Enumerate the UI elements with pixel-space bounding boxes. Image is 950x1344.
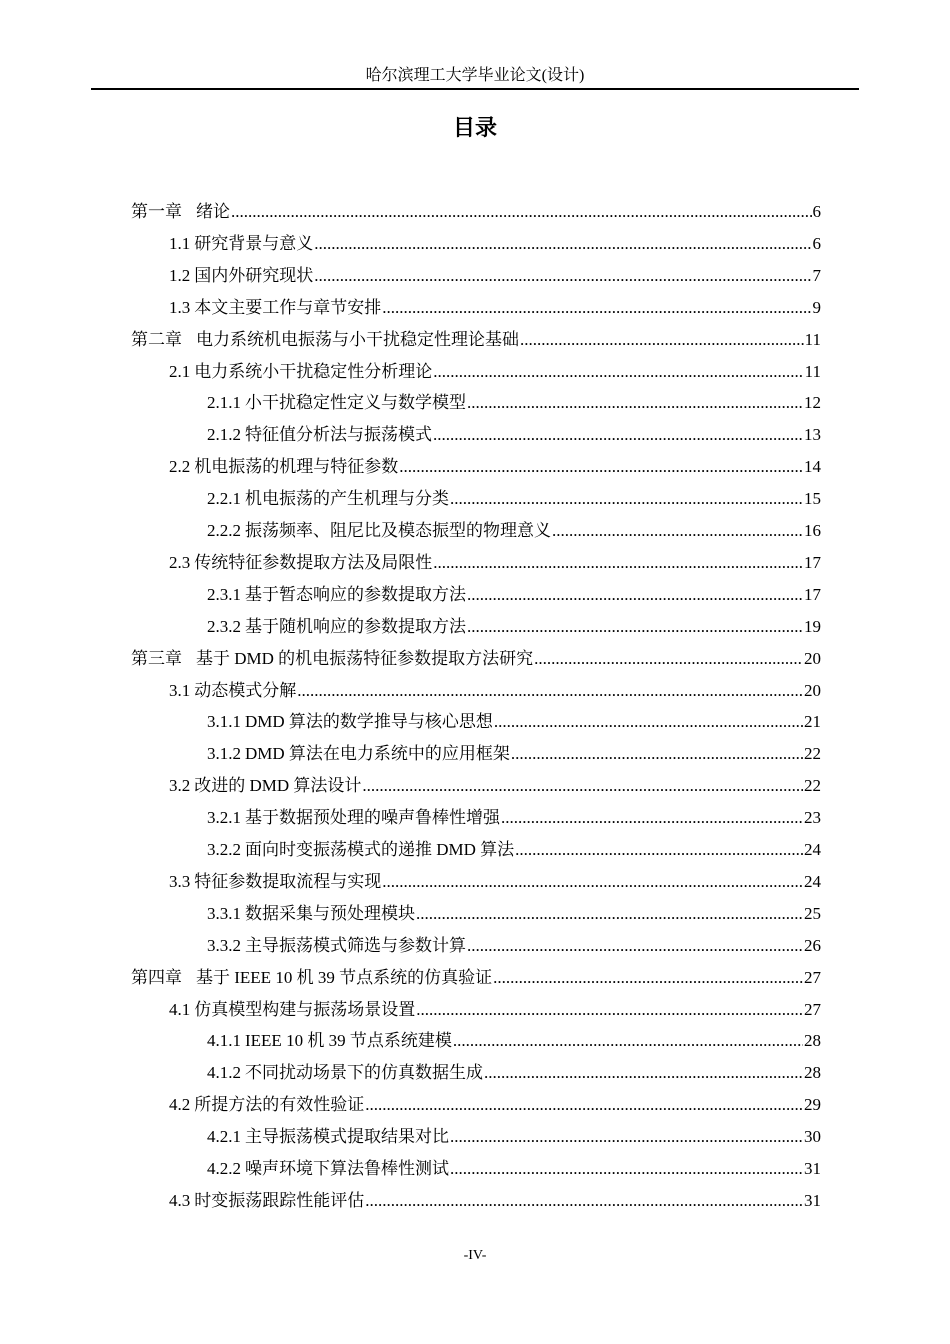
toc-entry-label bbox=[207, 802, 500, 834]
toc-entry-number: 2.1.1 bbox=[207, 393, 241, 413]
toc-entry-label bbox=[207, 1121, 449, 1153]
toc-entry-label bbox=[169, 866, 381, 898]
toc-entry-page: 9 bbox=[812, 297, 821, 317]
toc-dot-leader bbox=[515, 834, 803, 866]
toc-dot-leader bbox=[467, 387, 803, 419]
toc-entry-text: 基于随机响应的参数提取方法 bbox=[245, 616, 466, 636]
toc-entry-number: 4.2.1 bbox=[207, 1127, 241, 1147]
toc-entry-page: 27 bbox=[804, 999, 821, 1019]
toc-entry[interactable] bbox=[207, 483, 821, 515]
toc-entry-label bbox=[207, 1153, 449, 1185]
toc-entry-page: 7 bbox=[812, 265, 821, 285]
toc-dot-leader bbox=[365, 1089, 803, 1121]
toc-entry-text: 振荡频率、阻尼比及模态振型的物理意义 bbox=[245, 521, 551, 540]
toc-dot-leader bbox=[382, 866, 803, 898]
toc-entry[interactable] bbox=[207, 898, 821, 930]
toc-entry-number: 4.1 bbox=[169, 999, 191, 1019]
toc-entry[interactable] bbox=[169, 451, 821, 483]
toc-entry[interactable] bbox=[207, 1153, 821, 1185]
toc-entry-number: 第四章 bbox=[131, 967, 182, 987]
toc-entry-text: 不同扰动场景下的仿真数据生成 bbox=[245, 1063, 483, 1083]
toc-entry-page: 11 bbox=[804, 329, 821, 349]
toc-entry-number: 3.3 bbox=[169, 871, 191, 891]
toc-entry-page: 24 bbox=[804, 871, 821, 891]
toc-entry-page: 26 bbox=[804, 935, 821, 955]
toc-entry[interactable] bbox=[169, 1089, 821, 1121]
toc-entry-label bbox=[169, 228, 313, 260]
toc-entry-text: 主导振荡模式筛选与参数计算 bbox=[245, 935, 466, 955]
toc-dot-leader bbox=[314, 260, 811, 292]
toc-dot-leader bbox=[552, 515, 803, 547]
toc-entry-label bbox=[169, 451, 398, 483]
toc-dot-leader bbox=[433, 356, 803, 388]
toc-dot-leader bbox=[382, 292, 811, 324]
toc-entry[interactable] bbox=[207, 611, 821, 643]
toc-entry-number: 3.2.2 bbox=[207, 840, 241, 859]
toc-entry-text: 动态模式分解 bbox=[194, 680, 297, 700]
header-rule bbox=[91, 88, 859, 90]
toc-entry-number: 3.2.1 bbox=[207, 808, 241, 828]
toc-entry-text: DMD 算法在电力系统中的应用框架 bbox=[245, 744, 510, 764]
toc-entry-label bbox=[131, 324, 519, 356]
toc-entry-page: 17 bbox=[804, 584, 821, 604]
toc-dot-leader bbox=[450, 1153, 803, 1185]
toc-entry[interactable] bbox=[169, 292, 821, 324]
toc-entry[interactable] bbox=[207, 1025, 821, 1057]
toc-dot-leader bbox=[467, 579, 803, 611]
toc-dot-leader bbox=[467, 930, 803, 962]
toc-entry[interactable] bbox=[169, 228, 821, 260]
toc-entry-label bbox=[207, 1057, 483, 1089]
toc-entry-label bbox=[169, 770, 361, 802]
toc-entry-text: 电力系统小干扰稳定性分析理论 bbox=[194, 361, 433, 381]
page-number: -IV- bbox=[463, 1248, 487, 1263]
toc-entry-label bbox=[207, 419, 432, 451]
toc-dot-leader bbox=[520, 324, 804, 356]
toc-dot-leader bbox=[467, 611, 803, 643]
toc-entry-number: 3.1.1 bbox=[207, 712, 241, 732]
toc-dot-leader bbox=[399, 451, 803, 483]
toc-entry-label bbox=[207, 738, 510, 770]
toc-entry-text: 改进的 DMD 算法设计 bbox=[194, 776, 362, 796]
toc-dot-leader bbox=[231, 196, 812, 228]
toc-entry-number: 2.1.2 bbox=[207, 425, 241, 445]
toc-dot-leader bbox=[511, 738, 803, 770]
toc-entry-page: 6 bbox=[812, 233, 821, 253]
toc-entry-label bbox=[207, 1025, 452, 1057]
toc-entry-text: 数据采集与预处理模块 bbox=[245, 903, 415, 923]
toc-entry[interactable] bbox=[207, 387, 821, 419]
toc-entry-label bbox=[207, 611, 466, 643]
toc-entry-page: 13 bbox=[804, 425, 821, 445]
toc-entry-label bbox=[207, 930, 466, 962]
toc-entry-page: 27 bbox=[804, 967, 821, 987]
toc-dot-leader bbox=[450, 1121, 803, 1153]
toc-entry-page: 16 bbox=[804, 521, 821, 540]
toc-entry-text: 基于数据预处理的噪声鲁棒性增强 bbox=[245, 808, 500, 828]
toc-dot-leader bbox=[484, 1057, 803, 1089]
toc-entry[interactable] bbox=[169, 547, 821, 579]
toc-entry[interactable] bbox=[169, 260, 821, 292]
toc-dot-leader bbox=[416, 898, 803, 930]
toc-entry-number: 3.1.2 bbox=[207, 744, 241, 764]
toc-entry-number: 2.2.1 bbox=[207, 489, 241, 509]
toc-entry[interactable] bbox=[169, 356, 821, 388]
toc-entry-label bbox=[207, 706, 493, 738]
toc-entry-page: 14 bbox=[804, 457, 821, 477]
toc-title: 目录 bbox=[452, 116, 497, 141]
toc-entry[interactable] bbox=[169, 770, 821, 802]
toc-entry-number: 2.3.2 bbox=[207, 616, 241, 636]
toc-entry[interactable] bbox=[207, 802, 821, 834]
toc-dot-leader bbox=[450, 483, 803, 515]
toc-entry-page: 31 bbox=[804, 1159, 821, 1178]
toc-entry-text: 主导振荡模式提取结果对比 bbox=[245, 1127, 449, 1147]
toc-entry[interactable] bbox=[169, 1185, 821, 1217]
toc-dot-leader bbox=[297, 675, 803, 707]
toc-entry-page: 21 bbox=[804, 712, 821, 732]
running-header: 哈尔滨理工大学毕业论文(设计) bbox=[365, 67, 585, 84]
toc-entry-text: 机电振荡的产生机理与分类 bbox=[245, 489, 449, 509]
toc-entry-number: 4.3 bbox=[169, 1190, 191, 1210]
toc-entry-label bbox=[169, 260, 313, 292]
toc-entry[interactable] bbox=[169, 866, 821, 898]
toc-entry-page: 20 bbox=[804, 648, 821, 668]
toc-entry-number: 2.1 bbox=[169, 361, 191, 381]
toc-entry[interactable] bbox=[131, 643, 821, 675]
toc-entry-page: 30 bbox=[804, 1127, 821, 1147]
toc-dot-leader bbox=[433, 547, 803, 579]
toc-entry-page: 6 bbox=[812, 202, 821, 221]
toc-dot-leader bbox=[494, 706, 803, 738]
toc-entry-text: 基于 DMD 的机电振荡特征参数提取方法研究 bbox=[196, 648, 534, 668]
toc-entry-page: 20 bbox=[804, 680, 821, 700]
toc-entry[interactable] bbox=[207, 515, 821, 547]
toc-entry-label bbox=[169, 675, 296, 707]
toc-entry-number: 1.1 bbox=[169, 233, 191, 253]
toc-entry[interactable] bbox=[207, 930, 821, 962]
toc-entry-number: 2.3.1 bbox=[207, 584, 241, 604]
toc-entry-number: 第一章 bbox=[131, 202, 182, 221]
toc-entry-page: 11 bbox=[804, 361, 821, 381]
toc-dot-leader bbox=[362, 770, 803, 802]
toc-entry-number: 1.2 bbox=[169, 265, 191, 285]
toc-entry-text: 时变振荡跟踪性能评估 bbox=[194, 1190, 365, 1210]
toc-dot-leader bbox=[453, 1025, 803, 1057]
toc-entry-page: 28 bbox=[804, 1031, 821, 1051]
toc-entry-label bbox=[131, 196, 230, 228]
toc-entry[interactable] bbox=[131, 196, 821, 228]
toc-entry-text: 电力系统机电振荡与小干扰稳定性理论基础 bbox=[196, 329, 519, 349]
toc-entry-label bbox=[207, 834, 514, 866]
toc-entry-text: 研究背景与意义 bbox=[194, 233, 314, 253]
toc-dot-leader bbox=[314, 228, 811, 260]
toc-entry-number: 第二章 bbox=[131, 329, 182, 349]
toc-entry-text: 国内外研究现状 bbox=[194, 265, 314, 285]
toc-entry[interactable] bbox=[169, 675, 821, 707]
toc-entry[interactable] bbox=[207, 738, 821, 770]
toc-dot-leader bbox=[501, 802, 803, 834]
toc-entry-text: 面向时变振荡模式的递推 DMD 算法 bbox=[245, 840, 515, 859]
toc-entry-text: 传统特征参数提取方法及局限性 bbox=[194, 552, 433, 572]
toc-entry-number: 4.1.1 bbox=[207, 1031, 241, 1051]
toc-entry-page: 19 bbox=[804, 616, 821, 636]
toc-entry[interactable] bbox=[207, 1057, 821, 1089]
toc-entry-number: 3.3.2 bbox=[207, 935, 241, 955]
toc-entry-number: 3.2 bbox=[169, 776, 191, 796]
toc-entry-label bbox=[207, 483, 449, 515]
toc-entry-page: 31 bbox=[804, 1190, 821, 1210]
toc-entry-text: 本文主要工作与章节安排 bbox=[194, 297, 382, 317]
toc-entry[interactable] bbox=[207, 706, 821, 738]
toc-dot-leader bbox=[416, 994, 803, 1026]
toc-dot-leader bbox=[365, 1185, 803, 1217]
toc-entry-text: 绪论 bbox=[196, 202, 230, 221]
toc-entry-label bbox=[169, 1089, 364, 1121]
toc-entry-text: DMD 算法的数学推导与核心思想 bbox=[245, 712, 493, 732]
toc-entry-number: 2.2 bbox=[169, 457, 191, 477]
toc-entry-text: 特征值分析法与振荡模式 bbox=[245, 425, 432, 445]
toc-entry-number: 4.2 bbox=[169, 1095, 191, 1115]
toc-entry-page: 25 bbox=[804, 903, 821, 923]
toc-entry-number: 4.1.2 bbox=[207, 1063, 241, 1083]
toc-entry[interactable] bbox=[131, 324, 821, 356]
toc-entry-text: 特征参数提取流程与实现 bbox=[194, 871, 382, 891]
toc-dot-leader bbox=[493, 962, 803, 994]
toc-entry-label bbox=[169, 292, 381, 324]
toc-entry[interactable] bbox=[207, 834, 821, 866]
toc-entry[interactable] bbox=[207, 579, 821, 611]
toc-entry-label bbox=[207, 515, 551, 547]
toc-entry-label bbox=[207, 579, 466, 611]
toc-entry-text: 仿真模型构建与振荡场景设置 bbox=[194, 999, 416, 1019]
toc-entry-page: 29 bbox=[804, 1095, 821, 1115]
toc-entry-text: 基于 IEEE 10 机 39 节点系统的仿真验证 bbox=[196, 967, 493, 987]
toc-entry-text: 小干扰稳定性定义与数学模型 bbox=[245, 393, 466, 413]
toc-entry-number: 第三章 bbox=[131, 648, 182, 668]
toc-entry-label bbox=[169, 356, 432, 388]
toc-entry-page: 22 bbox=[804, 776, 821, 796]
toc-entry-text: 所提方法的有效性验证 bbox=[194, 1095, 365, 1115]
toc-entry-number: 1.3 bbox=[169, 297, 191, 317]
toc-entry-page: 15 bbox=[804, 489, 821, 509]
toc-dot-leader bbox=[433, 419, 803, 451]
toc-entry-number: 3.1 bbox=[169, 680, 191, 700]
toc-entry-page: 17 bbox=[804, 552, 821, 572]
toc-entry-page: 28 bbox=[804, 1063, 821, 1083]
toc-entry-page: 22 bbox=[804, 744, 821, 764]
toc-entry-label bbox=[169, 1185, 364, 1217]
toc-entry-number: 2.3 bbox=[169, 552, 191, 572]
toc-entry-label bbox=[169, 994, 415, 1026]
toc-entry-number: 2.2.2 bbox=[207, 521, 241, 540]
toc-entry[interactable] bbox=[207, 1121, 821, 1153]
toc-entry-label bbox=[207, 898, 415, 930]
toc-entry-label bbox=[207, 387, 466, 419]
toc-entry-label bbox=[131, 962, 492, 994]
toc-entry[interactable] bbox=[207, 419, 821, 451]
toc-entry-text: IEEE 10 机 39 节点系统建模 bbox=[245, 1031, 452, 1051]
toc-entry-label bbox=[131, 643, 533, 675]
toc-entry-page: 12 bbox=[804, 393, 821, 413]
toc-entry[interactable] bbox=[169, 994, 821, 1026]
toc-entry-page: 24 bbox=[804, 840, 821, 859]
toc-entry-text: 机电振荡的机理与特征参数 bbox=[194, 457, 399, 477]
toc-entry-text: 噪声环境下算法鲁棒性测试 bbox=[245, 1159, 449, 1178]
toc-entry-label bbox=[169, 547, 432, 579]
toc-entry-number: 4.2.2 bbox=[207, 1159, 241, 1178]
toc-entry-page: 23 bbox=[804, 808, 821, 828]
toc-dot-leader bbox=[534, 643, 803, 675]
toc-entry-text: 基于暂态响应的参数提取方法 bbox=[245, 584, 466, 604]
toc-entry[interactable] bbox=[131, 962, 821, 994]
toc-entry-number: 3.3.1 bbox=[207, 903, 241, 923]
